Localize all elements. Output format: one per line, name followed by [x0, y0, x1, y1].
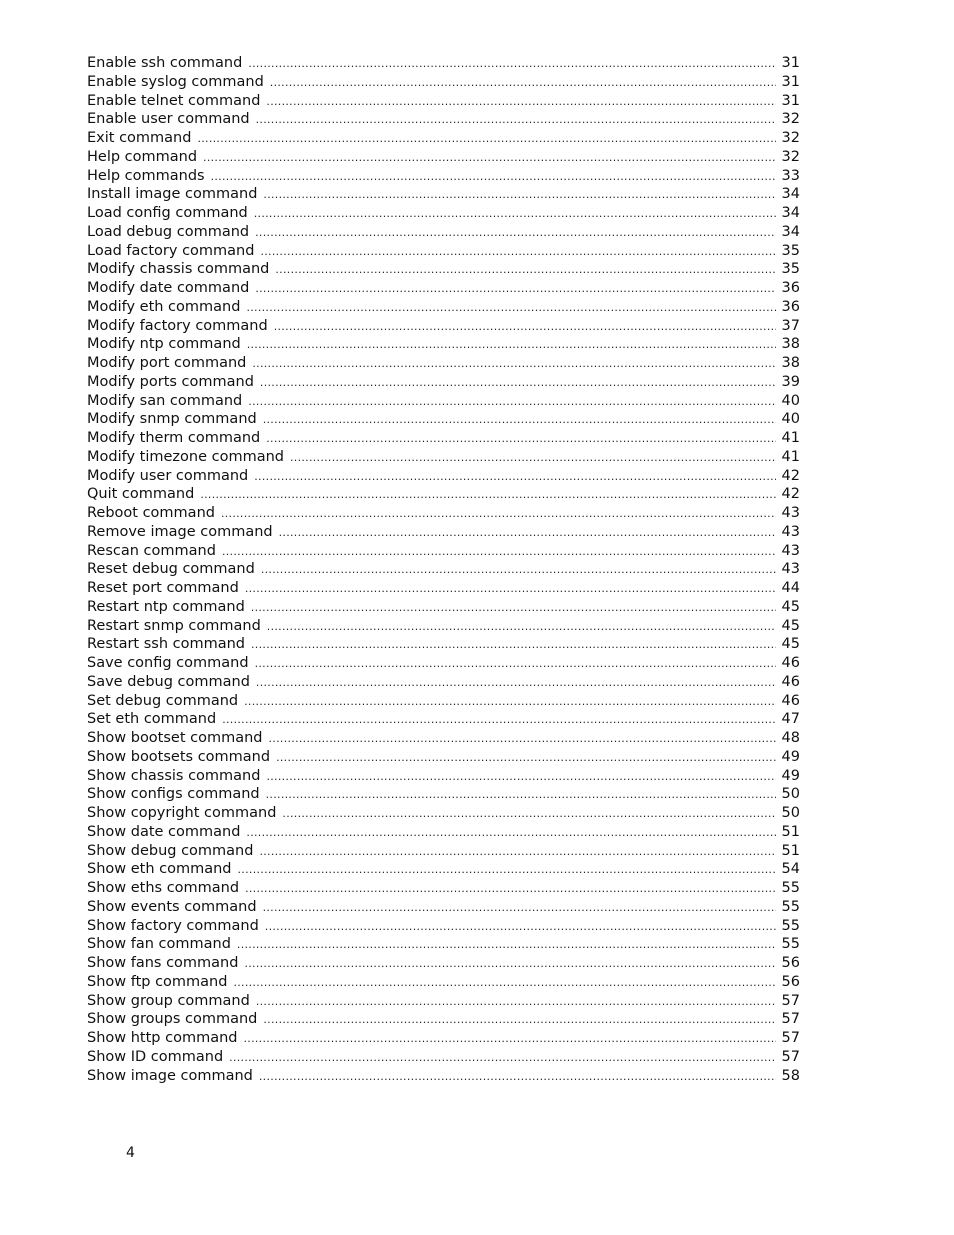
- toc-entry-title: Modify ntp command: [87, 336, 241, 353]
- toc-entry[interactable]: [87, 373, 800, 392]
- toc-entry-title: Show fan command: [87, 936, 231, 953]
- dot-leader: [254, 205, 776, 224]
- toc-entry-page: 58: [781, 1067, 800, 1084]
- toc-entry[interactable]: [87, 635, 800, 654]
- toc-entry-title: Enable syslog command: [87, 73, 264, 90]
- toc-entry-page: 46: [781, 655, 800, 671]
- toc-entry-page: 55: [781, 880, 800, 896]
- toc-entry-page: 34: [781, 205, 800, 221]
- toc-entry-page: 41: [781, 430, 800, 446]
- toc-entry[interactable]: [87, 992, 800, 1011]
- toc-entry-page: 38: [781, 355, 800, 371]
- toc-entry-title: Save debug command: [87, 673, 250, 690]
- toc-entry-title: Show image command: [87, 1067, 253, 1084]
- toc-entry-page: 32: [781, 130, 800, 146]
- page-number: 4: [126, 1145, 135, 1161]
- toc-entry-page: 37: [781, 317, 800, 334]
- toc-entry-page: 57: [781, 1048, 800, 1065]
- toc-entry[interactable]: [87, 504, 800, 523]
- toc-entry[interactable]: [87, 560, 800, 579]
- dot-leader: [229, 1049, 775, 1068]
- toc-entry-title: Show fans command: [87, 955, 239, 971]
- toc-entry-title: Enable ssh command: [87, 55, 243, 71]
- dot-leader: [222, 543, 776, 562]
- toc-entry[interactable]: [87, 148, 800, 167]
- toc-entry-page: 31: [781, 55, 800, 71]
- toc-entry[interactable]: [87, 1067, 800, 1086]
- toc-entry-page: 56: [781, 955, 800, 971]
- toc-entry-title: Show ID command: [87, 1048, 224, 1065]
- toc-entry-title: Show bootset command: [87, 730, 263, 746]
- dot-leader: [246, 824, 775, 843]
- toc-entry-page: 55: [781, 898, 800, 915]
- dot-leader: [254, 468, 775, 487]
- toc-entry-page: 32: [781, 148, 800, 165]
- toc-entry[interactable]: [87, 542, 800, 561]
- toc-entry[interactable]: [87, 823, 800, 842]
- toc-entry[interactable]: [87, 860, 800, 879]
- toc-entry[interactable]: [87, 279, 800, 298]
- dot-leader: [255, 224, 775, 243]
- dot-leader: [260, 243, 775, 262]
- toc-entry-title: Show http command: [87, 1030, 238, 1046]
- toc-entry-title: Modify date command: [87, 280, 250, 296]
- toc-entry[interactable]: [87, 354, 800, 373]
- toc-entry-title: Quit command: [87, 486, 195, 503]
- toc-entry-title: Restart ssh command: [87, 636, 246, 653]
- toc-entry[interactable]: [87, 598, 800, 617]
- toc-entry-title: Load debug command: [87, 223, 250, 240]
- dot-leader: [233, 974, 775, 993]
- toc-entry-title: Modify san command: [87, 392, 243, 409]
- toc-entry-title: Enable user command: [87, 111, 250, 128]
- toc-entry-title: Show ftp command: [87, 973, 228, 990]
- toc-entry-page: 47: [781, 711, 800, 728]
- dot-leader: [248, 55, 775, 74]
- dot-leader: [266, 430, 775, 449]
- toc-entry[interactable]: [87, 185, 800, 204]
- toc-entry-page: 57: [781, 992, 800, 1009]
- toc-entry-title: Reset debug command: [87, 561, 255, 578]
- toc-entry-title: Show factory command: [87, 917, 259, 934]
- toc-entry-title: Enable telnet command: [87, 92, 261, 109]
- toc-entry[interactable]: [87, 654, 800, 673]
- toc-entry-title: Install image command: [87, 186, 258, 203]
- toc-entry[interactable]: [87, 898, 800, 917]
- toc-entry[interactable]: [87, 242, 800, 261]
- toc-entry-title: Load config command: [87, 205, 248, 221]
- toc-entry[interactable]: [87, 879, 800, 898]
- dot-leader: [245, 880, 775, 899]
- toc-entry-page: 57: [781, 1011, 800, 1028]
- toc-entry-title: Show chassis command: [87, 767, 261, 784]
- toc-entry-title: Set eth command: [87, 711, 217, 728]
- toc-entry-page: 55: [781, 917, 800, 934]
- toc-entry[interactable]: [87, 429, 800, 448]
- toc-entry-page: 38: [781, 336, 800, 353]
- toc-entry-title: Show eths command: [87, 880, 240, 896]
- toc-entry-title: Modify snmp command: [87, 411, 257, 428]
- toc-entry-page: 45: [781, 617, 800, 634]
- toc-entry-title: Modify timezone command: [87, 448, 284, 465]
- toc-entry-page: 36: [781, 280, 800, 296]
- dot-leader: [238, 861, 776, 880]
- toc-entry[interactable]: [87, 1029, 800, 1048]
- toc-entry[interactable]: [87, 92, 800, 111]
- toc-entry-page: 35: [781, 261, 800, 278]
- toc-entry-page: 49: [781, 767, 800, 784]
- dot-leader: [247, 336, 776, 355]
- dot-leader: [263, 411, 776, 430]
- dot-leader: [256, 674, 776, 693]
- toc-entry-page: 40: [781, 392, 800, 409]
- toc-entry-title: Reboot command: [87, 505, 215, 521]
- toc-entry-page: 44: [781, 580, 800, 596]
- dot-leader: [252, 355, 775, 374]
- toc-entry[interactable]: [87, 523, 800, 542]
- dot-leader: [248, 393, 775, 412]
- toc-entry[interactable]: [87, 617, 800, 636]
- toc-entry[interactable]: [87, 223, 800, 242]
- toc-entry-title: Help commands: [87, 167, 205, 184]
- dot-leader: [266, 786, 776, 805]
- toc-entry-page: 56: [781, 973, 800, 990]
- toc-entry-page: 42: [781, 467, 800, 484]
- toc-entry[interactable]: [87, 729, 800, 748]
- toc-entry-title: Remove image command: [87, 523, 273, 540]
- toc-entry-page: 33: [781, 167, 800, 184]
- toc-entry-title: Show date command: [87, 823, 241, 840]
- toc-entry-title: Modify factory command: [87, 317, 268, 334]
- dot-leader: [203, 149, 776, 168]
- toc-entry[interactable]: [87, 710, 800, 729]
- dot-leader: [267, 618, 776, 637]
- toc-entry[interactable]: [87, 1048, 800, 1067]
- toc-entry-page: 32: [781, 111, 800, 128]
- toc-entry-page: 51: [781, 823, 800, 840]
- toc-entry-page: 57: [781, 1030, 800, 1046]
- dot-leader: [282, 805, 775, 824]
- toc-entry-page: 31: [781, 92, 800, 109]
- toc-entry[interactable]: [87, 260, 800, 279]
- toc-entry-title: Show eth command: [87, 861, 232, 878]
- dot-leader: [279, 524, 776, 543]
- dot-leader: [255, 280, 775, 299]
- dot-leader: [245, 580, 776, 599]
- dot-leader: [243, 1030, 775, 1049]
- toc-entry-title: Save config command: [87, 655, 249, 671]
- dot-leader: [246, 299, 775, 318]
- toc-entry-title: Modify user command: [87, 467, 249, 484]
- toc-entry[interactable]: [87, 467, 800, 486]
- dot-leader: [260, 374, 776, 393]
- toc-entry[interactable]: [87, 842, 800, 861]
- dot-leader: [263, 186, 775, 205]
- toc-entry[interactable]: [87, 410, 800, 429]
- toc-entry-page: 46: [781, 673, 800, 690]
- toc-entry-page: 49: [781, 748, 800, 765]
- toc-entry[interactable]: [87, 954, 800, 973]
- toc-entry[interactable]: [87, 804, 800, 823]
- dot-leader: [275, 261, 775, 280]
- toc-entry-page: 55: [781, 936, 800, 953]
- dot-leader: [197, 130, 775, 149]
- toc-entry[interactable]: [87, 935, 800, 954]
- toc-entry-page: 54: [781, 861, 800, 878]
- toc-entry-page: 51: [781, 842, 800, 859]
- dot-leader: [211, 168, 776, 187]
- dot-leader: [263, 899, 776, 918]
- dot-leader: [265, 918, 776, 937]
- dot-leader: [276, 749, 775, 768]
- toc-entry-page: 42: [781, 486, 800, 503]
- toc-entry-title: Modify port command: [87, 355, 247, 371]
- toc-entry-title: Show configs command: [87, 786, 260, 803]
- dot-leader: [251, 636, 776, 655]
- dot-leader: [266, 768, 775, 787]
- toc-entry[interactable]: [87, 1010, 800, 1029]
- toc-entry-title: Show debug command: [87, 842, 254, 859]
- dot-leader: [261, 561, 776, 580]
- toc-entry-title: Modify ports command: [87, 373, 254, 390]
- dot-leader: [255, 655, 776, 674]
- toc-entry-page: 40: [781, 411, 800, 428]
- toc-entry-page: 36: [781, 298, 800, 315]
- toc-entry-title: Modify therm command: [87, 430, 261, 446]
- toc-entry[interactable]: [87, 204, 800, 223]
- toc-entry[interactable]: [87, 785, 800, 804]
- toc-entry-title: Show group command: [87, 992, 250, 1009]
- toc-entry-page: 50: [781, 786, 800, 803]
- dot-leader: [269, 730, 776, 749]
- toc-entry-title: Rescan command: [87, 542, 216, 559]
- toc-entry-title: Restart ntp command: [87, 598, 245, 615]
- toc-entry-title: Restart snmp command: [87, 617, 261, 634]
- toc-entry[interactable]: [87, 167, 800, 186]
- toc-entry[interactable]: [87, 335, 800, 354]
- toc-entry-title: Reset port command: [87, 580, 239, 596]
- dot-leader: [259, 843, 775, 862]
- toc-entry[interactable]: [87, 485, 800, 504]
- toc-entry[interactable]: [87, 917, 800, 936]
- toc-entry[interactable]: [87, 767, 800, 786]
- toc-entry[interactable]: [87, 110, 800, 129]
- toc-entry-page: 46: [781, 692, 800, 709]
- toc-entry-page: 31: [781, 73, 800, 90]
- toc-entry-title: Show bootsets command: [87, 748, 271, 765]
- toc-entry-title: Exit command: [87, 130, 192, 146]
- toc-entry-page: 39: [781, 373, 800, 390]
- dot-leader: [200, 486, 775, 505]
- toc-entry[interactable]: [87, 392, 800, 411]
- dot-leader: [263, 1011, 775, 1030]
- toc-entry-title: Set debug command: [87, 692, 239, 709]
- toc-entry-page: 34: [781, 186, 800, 203]
- toc-entry[interactable]: [87, 317, 800, 336]
- toc-entry[interactable]: [87, 54, 800, 73]
- dot-leader: [270, 74, 776, 93]
- toc-entry-page: 35: [781, 242, 800, 259]
- toc-entry-title: Show events command: [87, 898, 257, 915]
- toc-entry[interactable]: [87, 298, 800, 317]
- toc-entry-page: 45: [781, 598, 800, 615]
- toc-entry-title: Modify chassis command: [87, 261, 270, 278]
- dot-leader: [244, 693, 775, 712]
- toc-entry[interactable]: [87, 129, 800, 148]
- toc-entry[interactable]: [87, 448, 800, 467]
- toc-entry-page: 48: [781, 730, 800, 746]
- toc-entry-title: Load factory command: [87, 242, 255, 259]
- toc-entry-page: 43: [781, 523, 800, 540]
- table-of-contents: [87, 54, 800, 1085]
- dot-leader: [290, 449, 776, 468]
- toc-entry-page: 50: [781, 805, 800, 821]
- toc-entry-page: 43: [781, 561, 800, 578]
- toc-entry-title: Modify eth command: [87, 298, 241, 315]
- dot-leader: [221, 505, 776, 524]
- toc-entry-page: 43: [781, 542, 800, 559]
- toc-entry-page: 41: [781, 448, 800, 465]
- toc-entry-page: 43: [781, 505, 800, 521]
- toc-entry[interactable]: [87, 673, 800, 692]
- toc-entry[interactable]: [87, 973, 800, 992]
- toc-entry-title: Show copyright command: [87, 805, 277, 821]
- toc-entry[interactable]: [87, 579, 800, 598]
- dot-leader: [256, 111, 776, 130]
- toc-entry-title: Show groups command: [87, 1011, 258, 1028]
- dot-leader: [251, 599, 776, 618]
- dot-leader: [222, 711, 775, 730]
- toc-entry-page: 34: [781, 223, 800, 240]
- dot-leader: [237, 936, 776, 955]
- dot-leader: [244, 955, 775, 974]
- dot-leader: [274, 318, 776, 337]
- toc-entry[interactable]: [87, 748, 800, 767]
- toc-entry-title: Help command: [87, 148, 198, 165]
- toc-entry[interactable]: [87, 692, 800, 711]
- toc-entry-page: 45: [781, 636, 800, 653]
- dot-leader: [259, 1068, 776, 1087]
- dot-leader: [266, 93, 775, 112]
- dot-leader: [256, 993, 776, 1012]
- toc-entry[interactable]: [87, 73, 800, 92]
